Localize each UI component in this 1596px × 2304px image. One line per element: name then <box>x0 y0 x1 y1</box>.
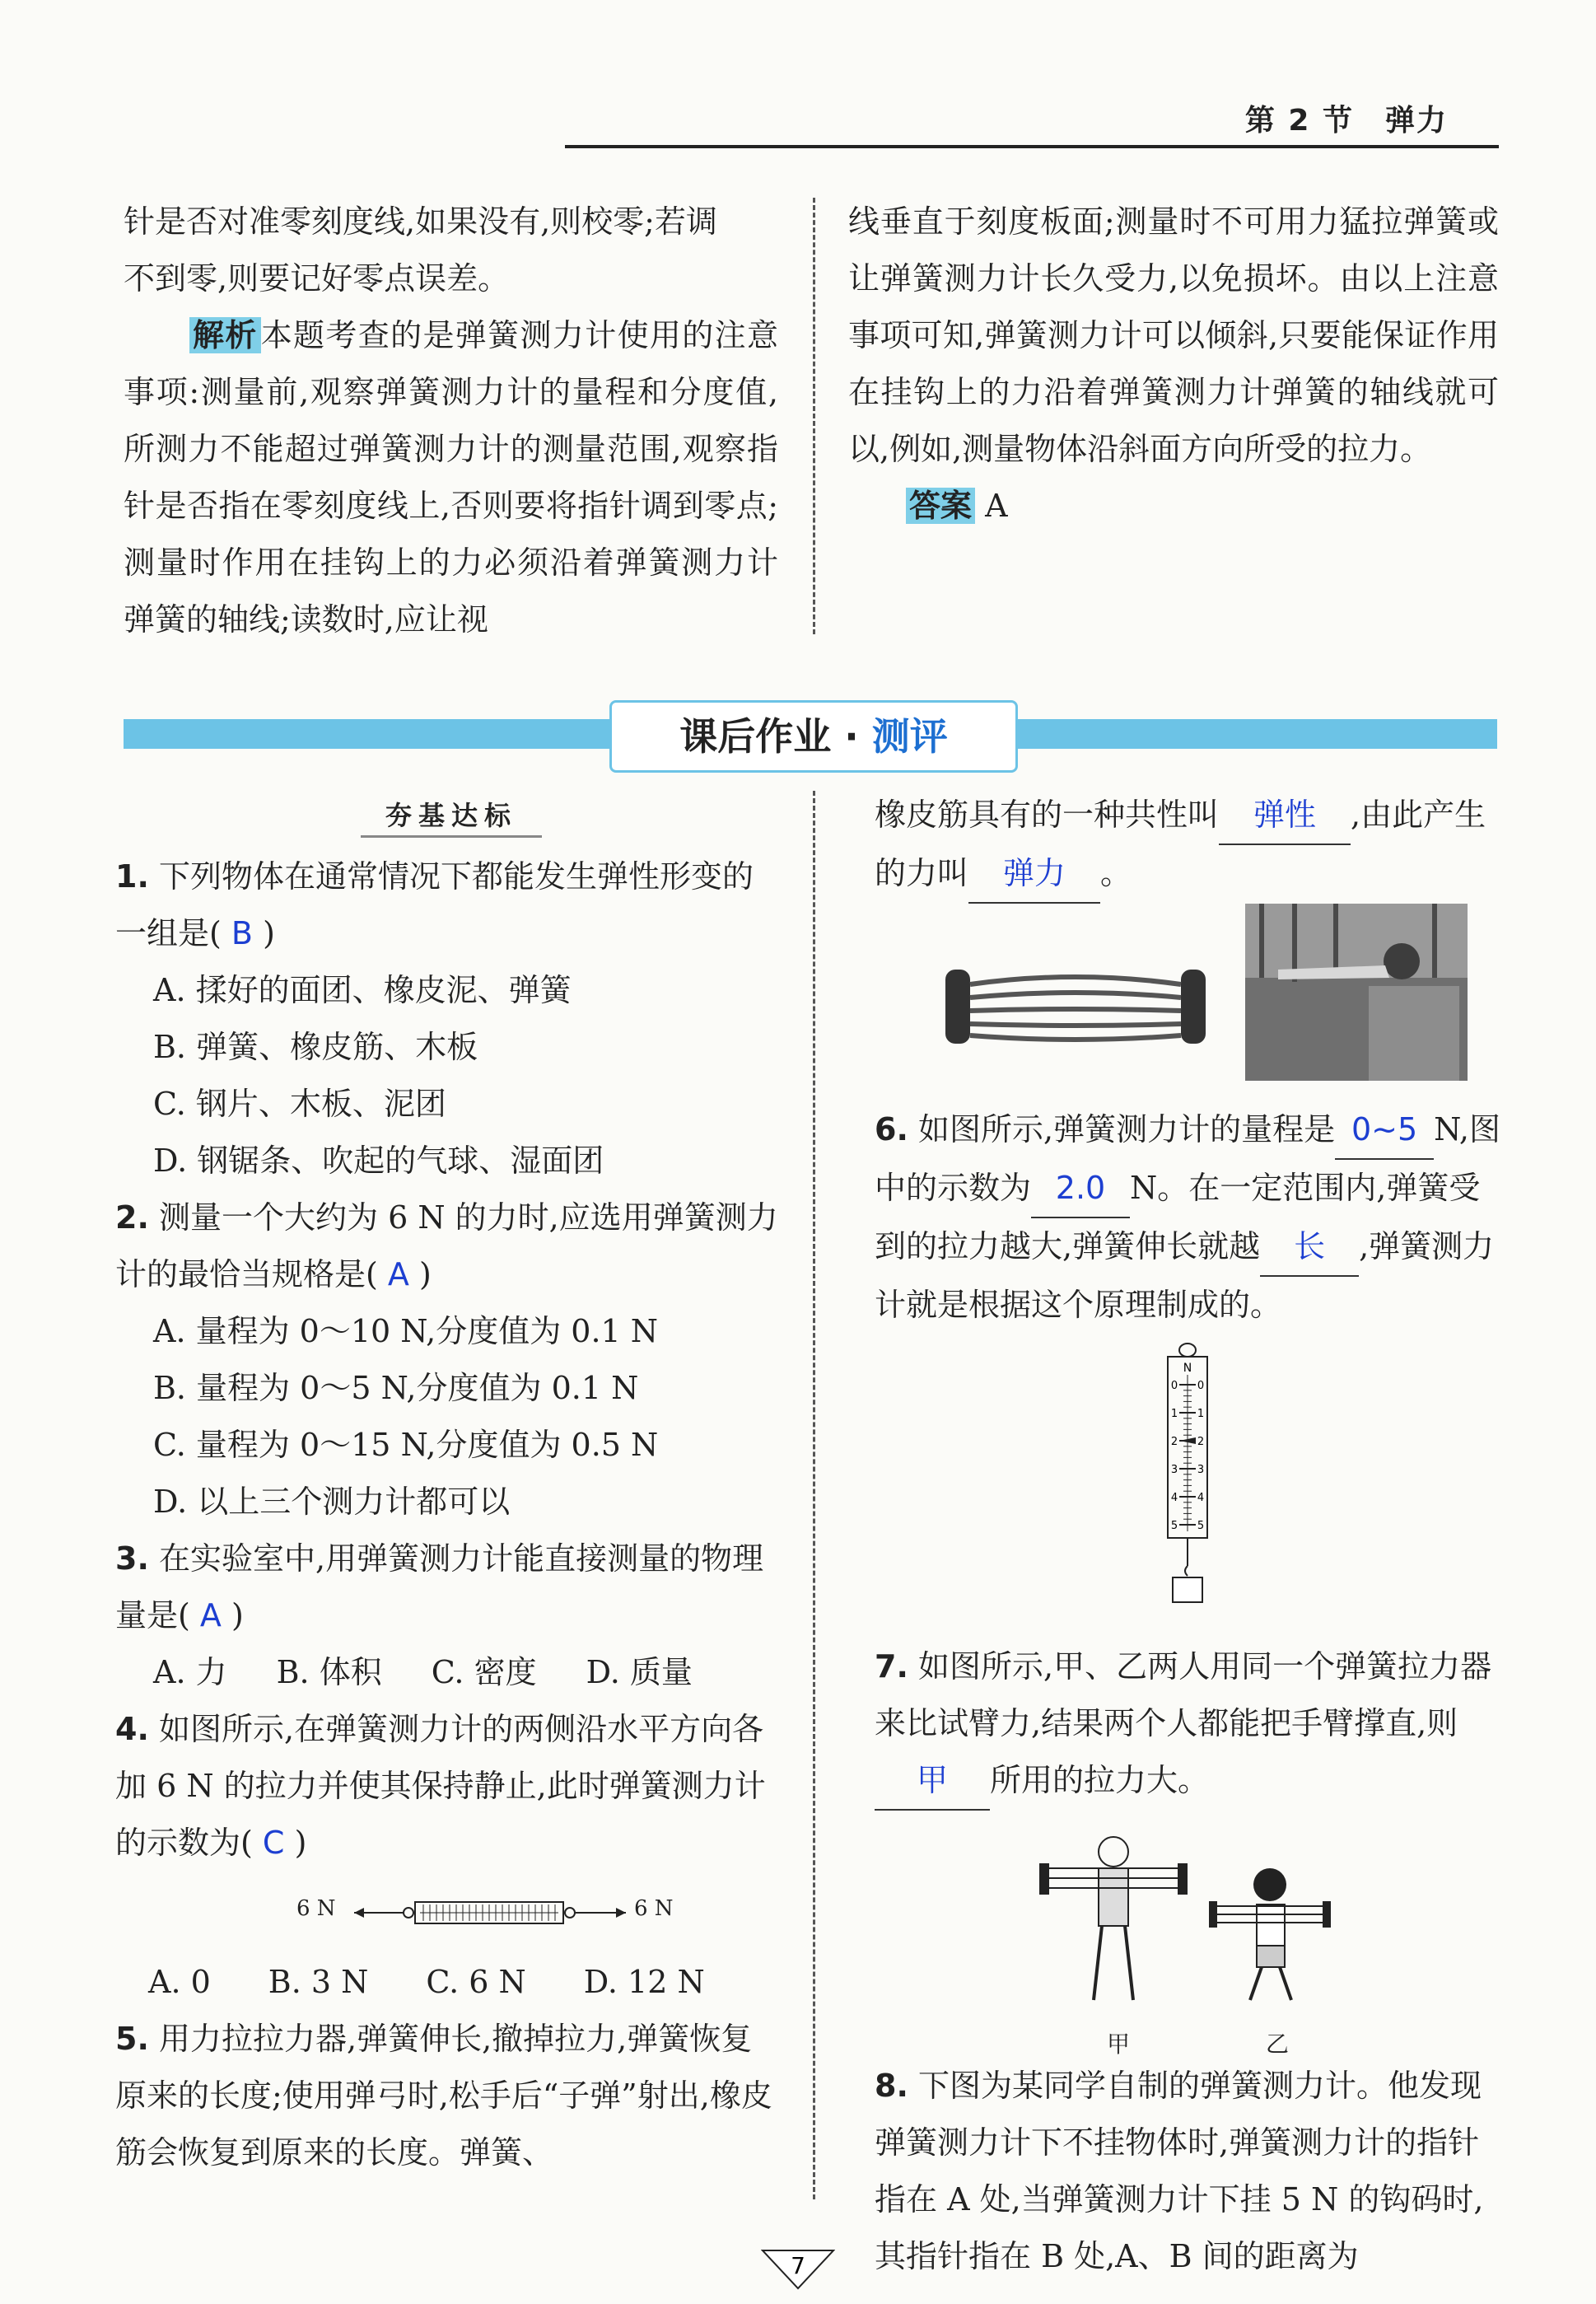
q5-figure <box>875 904 1500 1101</box>
q4-stem: 如图所示,在弹簧测力计的两侧沿水平方向各加 6 N 的拉力并使其保持静止,此时弹簧测力计的示数为( <box>115 1711 766 1861</box>
top-left-column <box>124 194 778 648</box>
q4-figure <box>115 1872 782 1954</box>
page-number: 7 <box>791 2252 805 2279</box>
q3-option-d: D. 质量 <box>586 1654 693 1690</box>
q8-number: 8. <box>875 2068 908 2104</box>
q5-cont3: 。 <box>1100 855 1132 891</box>
scale-tick-label: 2 <box>1170 1436 1178 1448</box>
question-4 <box>115 1701 782 1872</box>
carry-over-line-1: 针是否对准零刻度线,如果没有,则校零;若调 <box>124 203 717 240</box>
q4-close: ) <box>294 1825 307 1861</box>
q1-option-c: C. 钢片、木板、泥团 <box>153 1086 446 1122</box>
top-right-column <box>848 194 1499 535</box>
scale-tick-label: 1 <box>1170 1408 1178 1420</box>
q4-options <box>115 1954 782 2011</box>
q6-blank-reading: 2.0 <box>1031 1160 1130 1218</box>
q1-option-a: A. 揉好的面团、橡皮泥、弹簧 <box>153 972 572 1008</box>
q4-option-a: A. 0 <box>148 1964 211 2000</box>
q1-number: 1. <box>115 858 149 895</box>
page-number-badge <box>761 2249 835 2290</box>
q3-close: ) <box>231 1597 244 1633</box>
answer-value: A <box>985 488 1008 524</box>
q2-options <box>115 1303 782 1531</box>
q6-blank-range: 0~5 <box>1335 1101 1434 1160</box>
analysis-tag: 解析 <box>189 317 261 353</box>
q6-s3: N。在一定范围内,弹簧受到的拉力越大,弹簧伸长就越 <box>875 1170 1481 1264</box>
q5-number: 5. <box>115 2021 149 2057</box>
q2-option-a: A. 量程为 0～10 N,分度值为 0.1 N <box>153 1313 659 1349</box>
q2-number: 2. <box>115 1199 149 1236</box>
banner-part2: 测评 <box>871 714 948 759</box>
header-rule <box>565 145 1499 148</box>
question-2 <box>115 1189 782 1303</box>
q3-stem: 在实验室中,用弹簧测力计能直接测量的物理量是( <box>115 1540 764 1633</box>
q6-figure <box>875 1334 1500 1638</box>
question-8 <box>875 2058 1500 2285</box>
q3-option-a: A. 力 <box>153 1654 227 1690</box>
banner-part1: 课后作业 · <box>679 714 872 759</box>
analysis-paragraph <box>124 307 778 648</box>
q2-option-d: D. 以上三个测力计都可以 <box>153 1484 511 1520</box>
carry-over-line-2: 不到零,则要记好零点误差。 <box>124 260 510 297</box>
slingshot-photo <box>1245 904 1468 1081</box>
q4-option-b: B. 3 N <box>268 1964 369 2000</box>
hanging-weight <box>1173 1577 1202 1602</box>
q3-answer: A <box>199 1597 222 1633</box>
q6-s2: N,图中的示数为 <box>875 1111 1500 1206</box>
scale-tick-label: 4 <box>1197 1492 1205 1504</box>
vertical-spring-scale-figure <box>1155 1342 1220 1638</box>
q6-s1: 如图所示,弹簧测力计的量程是 <box>917 1111 1336 1147</box>
question-6 <box>875 1101 1500 1334</box>
scale-tick-label: 5 <box>1197 1520 1205 1532</box>
q3-option-b: B. 体积 <box>276 1654 382 1690</box>
sub-section-heading: 夯基达标 <box>361 796 542 838</box>
banner-title <box>609 700 1018 773</box>
q5-cont2: ,由此产生的力叫 <box>875 797 1486 891</box>
q5-cont1: 橡皮筋具有的一种共性叫 <box>875 797 1220 833</box>
q6-number: 6. <box>875 1111 908 1147</box>
q1-options <box>115 962 782 1189</box>
q3-options <box>115 1644 782 1701</box>
chest-expander-figure <box>940 961 1212 1052</box>
right-questions <box>875 787 1500 2285</box>
scale-tick-label: 0 <box>1170 1380 1178 1392</box>
q4-force-left-label: 6 N <box>296 1896 336 1921</box>
scale-tick-label: 3 <box>1197 1464 1205 1476</box>
q5-stem: 用力拉拉力器,弹簧伸长,撤掉拉力,弹簧恢复原来的长度;使用弹弓时,松手后“子弹”射出,橡皮筋会恢复到原来的长度。弹簧、 <box>115 2021 772 2171</box>
answer-line <box>848 478 1499 535</box>
question-7 <box>875 1638 1500 1811</box>
question-1 <box>115 848 782 962</box>
analysis-text: 本题考查的是弹簧测力计使用的注意事项:测量前,观察弹簧测力计的量程和分度值,所测力不能超过弹簧测力计的测量范围,观察指针是否指在零刻度线上,否则要将指针调到零点;测量时作用在挂钩上的力必须沿着弹簧测力计弹簧的轴线;读数时,应让视 <box>124 317 778 638</box>
q1-answer: B <box>231 915 253 951</box>
q2-option-c: C. 量程为 0～15 N,分度值为 0.5 N <box>153 1427 659 1463</box>
q4-option-c: C. 6 N <box>426 1964 526 2000</box>
horizontal-spring-scale-figure <box>354 1892 675 1933</box>
answer-tag: 答案 <box>906 488 975 524</box>
q4-option-d: D. 12 N <box>583 1964 705 2000</box>
q1-close: ) <box>263 915 275 951</box>
q4-force-right-label: 6 N <box>634 1896 674 1921</box>
scale-tick-label: 4 <box>1170 1492 1178 1504</box>
q2-stem: 测量一个大约为 6 N 的力时,应选用弹簧测力计的最恰当规格是( <box>115 1199 778 1292</box>
q5-continuation <box>875 787 1500 904</box>
column-divider-top <box>813 198 815 634</box>
scale-unit-label: N <box>1183 1362 1192 1375</box>
two-people-expander-figure <box>1039 1827 1336 2017</box>
q8-stem: 下图为某同学自制的弹簧测力计。他发现弹簧测力计下不挂物体时,弹簧测力计的指针指在 A 处,当弹簧测力计下挂 5 N 的钩码时,其指针指在 B 处,A、B 间的距离为 <box>875 2068 1484 2274</box>
label-jia: 甲 <box>1107 2031 1131 2058</box>
q6-blank-longer: 长 <box>1260 1218 1359 1277</box>
analysis-continued: 线垂直于刻度板面;测量时不可用力猛拉弹簧或让弹簧测力计长久受力,以免损坏。由以上注意事项可知,弹簧测力计可以倾斜,只要能保证作用在挂钩上的力沿着弹簧测力计弹簧的轴线就可以,例如,测量物体沿斜面方向所受的拉力。 <box>848 203 1499 467</box>
q5-blank-2: 弹力 <box>968 845 1100 904</box>
section-title: 第 2 节 弹力 <box>1244 104 1448 138</box>
q2-answer: A <box>387 1256 409 1292</box>
column-divider-bottom <box>813 791 815 2199</box>
scale-tick-label: 2 <box>1197 1436 1205 1448</box>
question-3 <box>115 1531 782 1644</box>
q6-s4: ,弹簧测力计就是根据这个原理制成的。 <box>875 1228 1495 1323</box>
label-yi: 乙 <box>1266 2031 1290 2058</box>
left-questions <box>115 848 782 2181</box>
q3-number: 3. <box>115 1540 149 1577</box>
q4-number: 4. <box>115 1711 149 1747</box>
q2-close: ) <box>419 1256 432 1292</box>
q3-option-c: C. 密度 <box>431 1654 537 1690</box>
q4-answer: C <box>262 1825 285 1861</box>
q1-option-d: D. 钢锯条、吹起的气球、湿面团 <box>153 1143 604 1179</box>
scale-tick-label: 3 <box>1170 1464 1178 1476</box>
scale-tick-label: 1 <box>1197 1408 1205 1420</box>
q7-number: 7. <box>875 1648 908 1685</box>
q1-stem: 下列物体在通常情况下都能发生弹性形变的一组是( <box>115 858 754 951</box>
question-5 <box>115 2011 782 2181</box>
scale-tick-label: 5 <box>1170 1520 1178 1532</box>
q1-option-b: B. 弹簧、橡皮筋、木板 <box>153 1029 478 1065</box>
q2-option-b: B. 量程为 0～5 N,分度值为 0.1 N <box>153 1370 639 1406</box>
q7-figure <box>875 1811 1500 2058</box>
q7-blank: 甲 <box>875 1752 990 1811</box>
q7-s2: 所用的拉力大。 <box>990 1762 1210 1798</box>
q7-s1: 如图所示,甲、乙两人用同一个弹簧拉力器来比试臂力,结果两个人都能把手臂撑直,则 <box>875 1648 1492 1741</box>
scale-tick-label: 0 <box>1197 1380 1205 1392</box>
q5-blank-1: 弹性 <box>1219 787 1351 845</box>
